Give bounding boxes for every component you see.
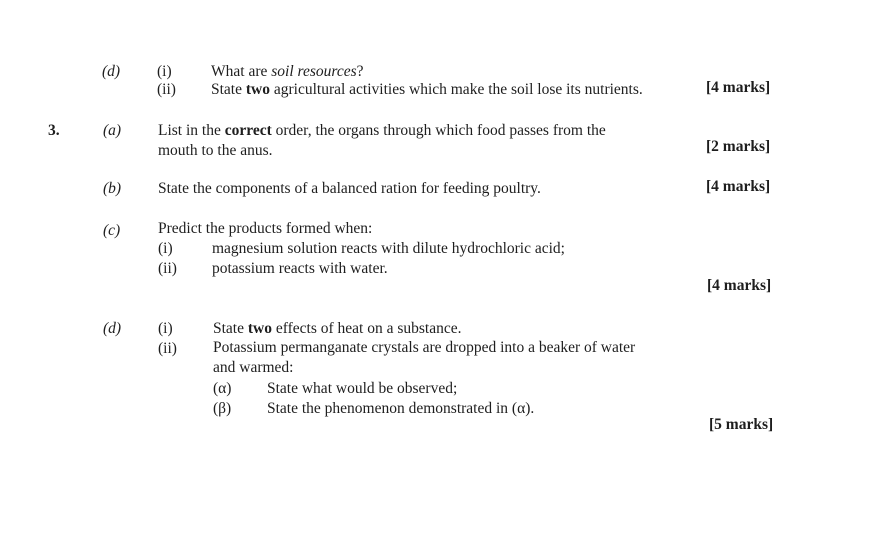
- text-segment: effects of heat on a substance.: [271, 320, 462, 337]
- text-segment: order, the organs through which food passes from the: [271, 122, 606, 139]
- marks-label: [4 marks]: [706, 178, 771, 195]
- question-text: State the components of a balanced ration for feeding poultry.: [158, 180, 541, 197]
- question-text: and warmed:: [213, 359, 294, 376]
- subpart-num: (i): [158, 240, 173, 257]
- question-text: [211, 63, 364, 81]
- bold-text: two: [245, 81, 270, 98]
- question-text: State the phenomenon demonstrated in (α).: [267, 400, 535, 417]
- marks-label: [5 marks]: [709, 416, 774, 433]
- bold-text: correct: [224, 122, 272, 139]
- subpart-num: (ii): [158, 340, 177, 357]
- marks-label: [2 marks]: [706, 138, 771, 155]
- subpart-num: (i): [157, 63, 172, 80]
- question-text: [213, 320, 462, 338]
- part-label-3b: (b): [103, 180, 122, 197]
- part-label-2d: (d): [102, 63, 121, 80]
- question-text: Potassium permanganate crystals are dropped into a beaker of water: [213, 339, 636, 356]
- part-label-3a: (a): [103, 122, 122, 139]
- subpart-num: (i): [158, 320, 173, 337]
- subpart-num: (β): [213, 400, 232, 417]
- marks-label: [4 marks]: [707, 277, 772, 294]
- question-text: [158, 122, 606, 140]
- question-text: Predict the products formed when:: [158, 220, 373, 237]
- subpart-num: (α): [213, 380, 232, 397]
- question-text: potassium reacts with water.: [212, 260, 388, 277]
- part-label-3d: (d): [103, 320, 122, 337]
- question-text: mouth to the anus.: [158, 142, 273, 159]
- text-segment: ?: [356, 63, 364, 80]
- text-segment: State: [213, 320, 248, 337]
- text-segment: agricultural activities which make the soil lose its nutrients.: [269, 81, 643, 98]
- marks-label: [4 marks]: [706, 79, 771, 96]
- bold-text: two: [247, 320, 272, 337]
- emphasis-text: soil resources: [271, 63, 357, 80]
- subpart-num: (ii): [158, 260, 177, 277]
- question-text: [211, 81, 643, 99]
- text-segment: List in the: [158, 122, 225, 139]
- text-segment: What are: [211, 63, 272, 80]
- part-label-3c: (c): [103, 222, 121, 239]
- question-text: magnesium solution reacts with dilute hydrochloric acid;: [212, 240, 565, 257]
- question-text: State what would be observed;: [267, 380, 458, 397]
- subpart-num: (ii): [157, 81, 176, 98]
- text-segment: State: [211, 81, 246, 98]
- question-number: 3.: [48, 122, 60, 139]
